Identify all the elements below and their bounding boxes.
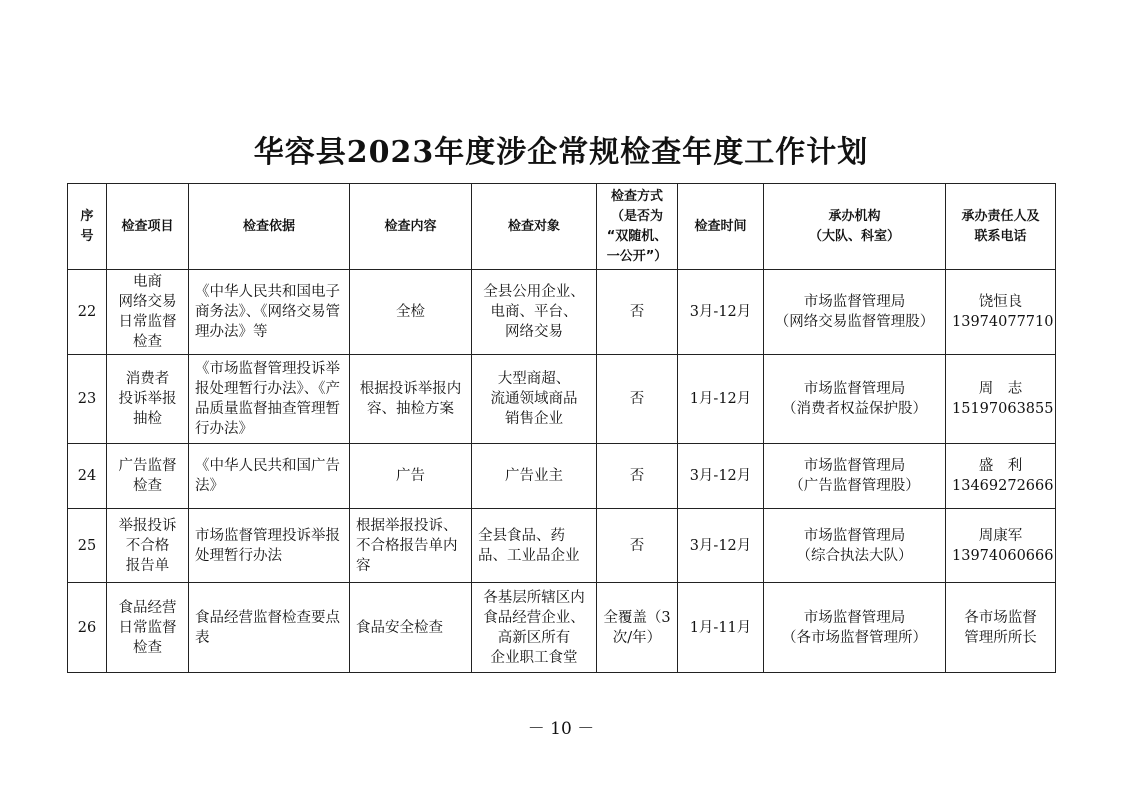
table-row (68, 509, 1056, 583)
row-target: 大型商超、 流通领域商品 销售企业 (472, 355, 597, 444)
row-person: 各市场监督 管理所所长 (946, 583, 1056, 673)
row-method: 否 (597, 355, 678, 444)
row-time: 3月-12月 (678, 509, 764, 583)
header-basis: 检查依据 (189, 184, 350, 270)
table-row (68, 355, 1056, 444)
row-content: 根据举报投诉、不合格报告单内容 (350, 509, 472, 583)
row-agency: 市场监督管理局 （广告监督管理股） (764, 444, 946, 509)
row-content: 全检 (350, 270, 472, 355)
header-no: 序 号 (68, 184, 107, 270)
table-row (68, 444, 1056, 509)
row-item: 食品经营 日常监督 检查 (107, 583, 189, 673)
row-person: 盛 利 13469272666 (946, 444, 1056, 509)
page-number: － 10 － (527, 719, 595, 739)
row-person: 饶恒良 13974077710 (946, 270, 1056, 355)
row-method: 否 (597, 444, 678, 509)
header-time: 检查时间 (678, 184, 764, 270)
header-content: 检查内容 (350, 184, 472, 270)
header-item: 检查项目 (107, 184, 189, 270)
header-method: 检查方式 （是否为 “双随机、 一公开”） (597, 184, 678, 270)
row-no: 25 (68, 509, 107, 583)
row-agency: 市场监督管理局 （网络交易监督管理股） (764, 270, 946, 355)
row-item: 广告监督 检查 (107, 444, 189, 509)
row-person: 周 志 15197063855 (946, 355, 1056, 444)
row-item: 电商 网络交易 日常监督 检查 (107, 270, 189, 355)
header-target: 检查对象 (472, 184, 597, 270)
row-content: 食品安全检查 (350, 583, 472, 673)
row-target: 全县公用企业、 电商、平台、 网络交易 (472, 270, 597, 355)
row-time: 1月-12月 (678, 355, 764, 444)
row-basis: 《市场监督管理投诉举报处理暂行办法》、《产品质量监督抽查管理暂行办法》 (189, 355, 350, 444)
row-target: 各基层所辖区内 食品经营企业、 高新区所有 企业职工食堂 (472, 583, 597, 673)
row-time: 1月-11月 (678, 583, 764, 673)
header-agency: 承办机构 （大队、科室） (764, 184, 946, 270)
row-target: 广告业主 (472, 444, 597, 509)
row-no: 24 (68, 444, 107, 509)
row-target: 全县食品、药品、工业品企业 (472, 509, 597, 583)
row-basis: 市场监督管理投诉举报处理暂行办法 (189, 509, 350, 583)
row-time: 3月-12月 (678, 270, 764, 355)
row-content: 根据投诉举报内容、抽检方案 (350, 355, 472, 444)
row-agency: 市场监督管理局 （消费者权益保护股） (764, 355, 946, 444)
page-title: 华容县2023年度涉企常规检查年度工作计划 (253, 135, 869, 170)
row-agency: 市场监督管理局 （各市场监督管理所） (764, 583, 946, 673)
row-item: 举报投诉 不合格 报告单 (107, 509, 189, 583)
row-method: 否 (597, 509, 678, 583)
row-basis: 食品经营监督检查要点表 (189, 583, 350, 673)
header-person: 承办责任人及 联系电话 (946, 184, 1056, 270)
row-time: 3月-12月 (678, 444, 764, 509)
table-row (68, 270, 1056, 355)
row-method: 全覆盖（3次/年） (597, 583, 678, 673)
row-no: 26 (68, 583, 107, 673)
row-no: 23 (68, 355, 107, 444)
table-row (68, 583, 1056, 673)
row-agency: 市场监督管理局 （综合执法大队） (764, 509, 946, 583)
row-basis: 《中华人民共和国电子商务法》、《网络交易管理办法》等 (189, 270, 350, 355)
row-basis: 《中华人民共和国广告法》 (189, 444, 350, 509)
row-content: 广告 (350, 444, 472, 509)
row-no: 22 (68, 270, 107, 355)
row-person: 周康军 13974060666 (946, 509, 1056, 583)
table-header-row (68, 184, 1056, 270)
row-method: 否 (597, 270, 678, 355)
row-item: 消费者 投诉举报 抽检 (107, 355, 189, 444)
inspection-plan-table (67, 183, 1056, 673)
